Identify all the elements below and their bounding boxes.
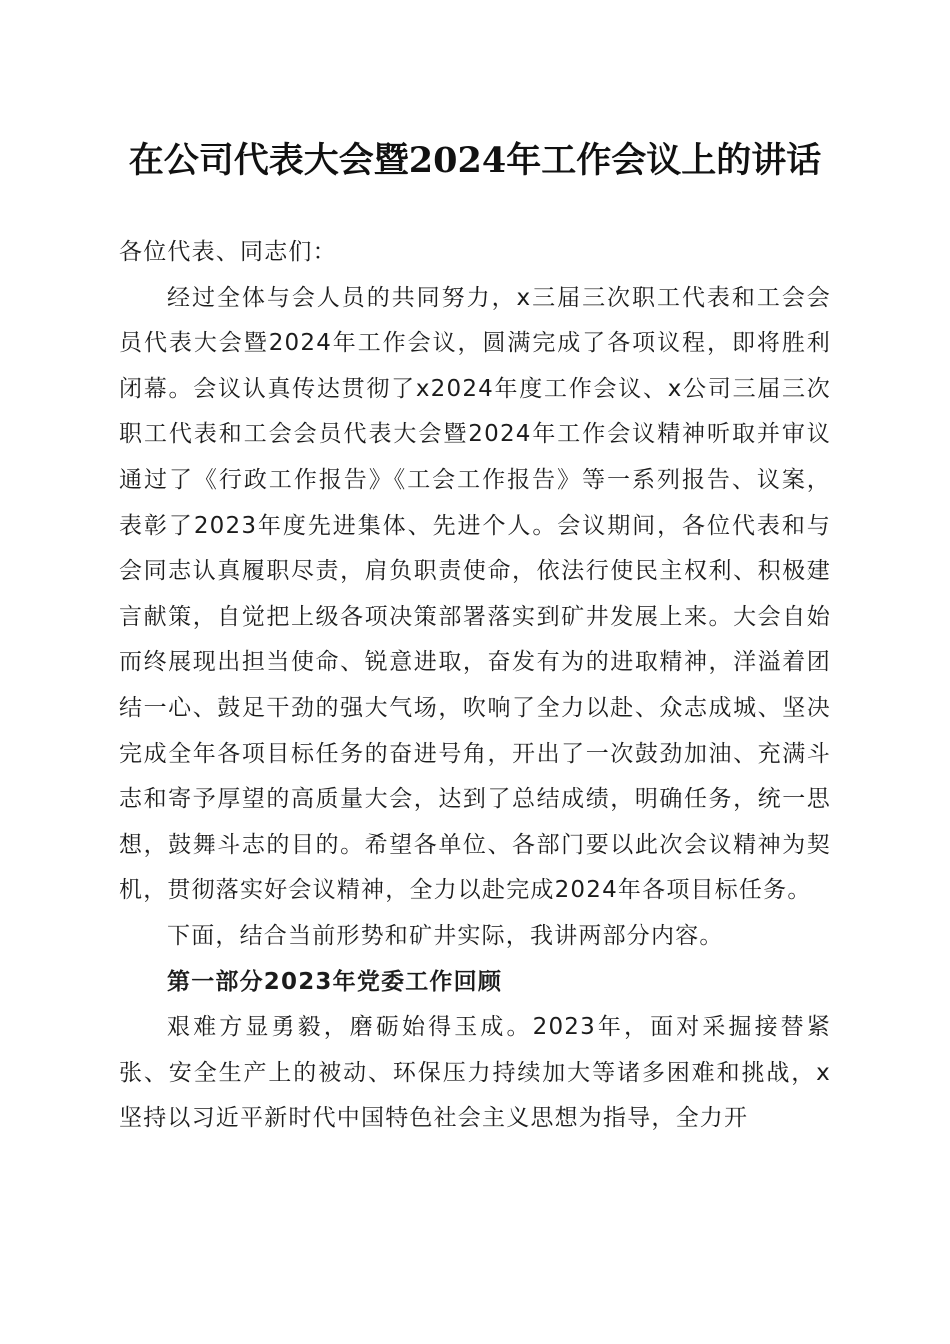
paragraph-outline: 下面，结合当前形势和矿井实际，我讲两部分内容。: [167, 922, 724, 949]
paragraph-opening: 经过全体与会人员的共同努力，x三届三次职工代表和工会会员代表大会暨2024年工作会议，圆满完成了各项议程，即将胜利闭幕。会议认真传达贯彻了x2024年度工作会议、x公司三届三次职工代表和工会会员代表大会暨2024年工作会议精神听取并审议通过了《行政工作报告》《工会工作报告》等一系列报告、议案，表彰了2023年度先进集体、先进个人。会议期间，各位代表和与会同志认真履职尽责，肩负职责使命，依法行使民主权利、积极建言献策，自觉把上级各项决策部署落实到矿井发展上来。大会自始而终展现出担当使命、锐意进取，奋发有为的进取精神，洋溢着团结一心、鼓足干劲的强大气场，吹响了全力以赴、众志成城、坚决完成全年各项目标任务的奋进号角，开出了一次鼓劲加油、充满斗志和寄予厚望的高质量大会，达到了总结成绩，明确任务，统一思想，鼓舞斗志的目的。希望各单位、各部门要以此次会议精神为契机，贯彻落实好会议精神，全力以赴完成2024年各项目标任务。: [119, 284, 831, 904]
document-title: 在公司代表大会暨2024年工作会议上的讲话: [128, 140, 822, 181]
salutation: 各位代表、同志们：: [119, 239, 337, 265]
paragraph-review: 艰难方显勇毅，磨砺始得玉成。2023年，面对采掘接替紧张、安全生产上的被动、环保压力持续加大等诸多困难和挑战，x坚持以习近平新时代中国特色社会主义思想为指导，全力开: [119, 1014, 831, 1132]
section-heading: 第一部分2023年党委工作回顾: [167, 968, 503, 995]
document-body: [119, 230, 831, 1142]
